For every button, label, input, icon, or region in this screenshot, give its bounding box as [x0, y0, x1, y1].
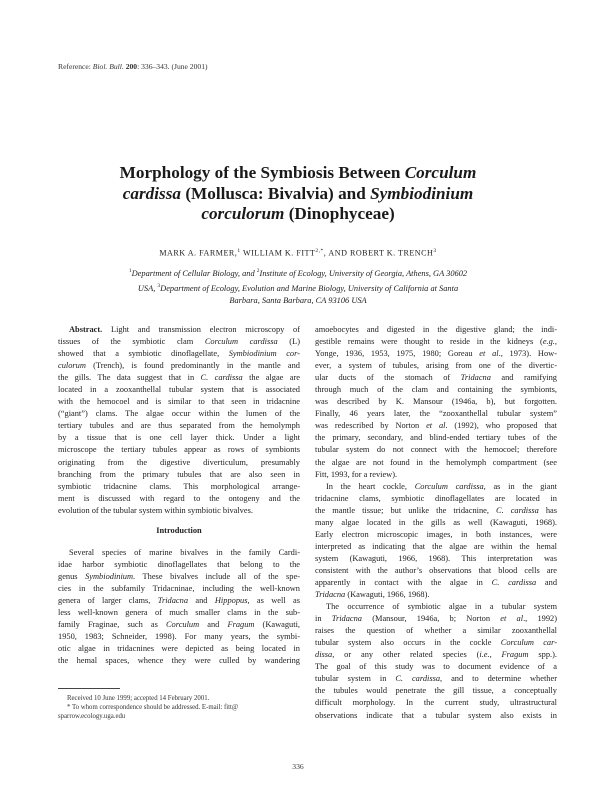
text-run: the algae are — [242, 373, 300, 383]
text-run: , as in the giant — [483, 481, 557, 491]
section-heading — [58, 525, 300, 537]
text-run: ular ducts of the stomach of — [315, 373, 461, 383]
text-line — [58, 336, 300, 348]
text-run: ment is discussed with regard to the ontogeny and the — [58, 493, 300, 503]
affiliation-line — [60, 295, 536, 307]
text-run: Corculum cardissa — [414, 481, 484, 491]
text-run: USA, — [137, 283, 158, 293]
text-run: and — [188, 595, 215, 605]
text-run: Department of Ecology, Evolution and Marine Biology, University of California at Santa — [160, 283, 459, 293]
text-run: 3 — [157, 283, 161, 290]
text-run: the algae are not found in the hemolymph compartment (see — [315, 457, 557, 467]
text-line — [315, 637, 557, 649]
text-run: , or any other related species ( — [332, 650, 480, 660]
text-line — [58, 583, 300, 595]
text-line — [58, 655, 300, 667]
author-list — [40, 248, 556, 258]
text-run: has — [538, 505, 557, 515]
text-run: (Trench), is found predominantly in the mantle and — [85, 361, 300, 371]
text-run: corculorum — [201, 204, 285, 223]
text-run: ever, a system of tubules, arising from one of the divertic- — [315, 361, 557, 371]
text-run: apparently in contact with the algae in — [315, 577, 492, 587]
text-run: with the hemocoel and is similar to that seen in tridacnine — [58, 397, 300, 407]
text-run: culorum — [58, 361, 86, 371]
text-run: , and to determine whether — [440, 674, 557, 684]
text-line — [58, 559, 300, 571]
text-run: observations indicate that a tubular system also exists in — [315, 710, 557, 720]
text-run: tissues of the symbiotic clam — [58, 337, 205, 347]
text-line — [315, 408, 557, 420]
text-run: many algae located in the gills as well (Kawaguti, 1968). — [315, 517, 557, 527]
text-line — [58, 493, 300, 505]
text-run: (Mansour, 1946a, b; Norton — [362, 614, 501, 624]
text-run: symbiotic tridacnine clams. This morphological arrange- — [58, 481, 300, 491]
text-run: Department of Cellular Biology, and — [131, 268, 257, 278]
text-run: amoebocytes and digested in the digestive gland; the indi- — [315, 325, 557, 334]
text-run: Institute of Ecology, University of Georgia, Athens, GA 30602 — [259, 268, 468, 278]
text-line — [315, 529, 557, 541]
text-run: was redescribed by Norton — [315, 421, 427, 431]
journal-volume: 200 — [125, 62, 138, 71]
text-line — [315, 565, 557, 577]
text-run: consistent with the author’s observations that blood cells are — [315, 565, 557, 575]
text-run: The occurrence of symbiotic algae in a tubular system — [326, 602, 557, 612]
text-run: system (Kawaguti, 1966, 1968). This interpretation was — [315, 553, 557, 563]
text-line — [58, 505, 300, 517]
article-title — [60, 163, 536, 225]
text-line — [58, 619, 300, 631]
text-line — [315, 324, 557, 336]
text-line — [315, 613, 557, 625]
text-run: tridacnine clams, symbiotic dinoflagellates are located in — [315, 493, 557, 503]
text-run: (Mollusca: Bivalvia) and — [181, 183, 371, 203]
text-run: Hippopus — [214, 595, 248, 605]
footnotes — [58, 694, 300, 722]
text-line — [58, 607, 300, 619]
text-run: Early electron microscopic images, in both instances, were — [315, 529, 557, 539]
title-line — [60, 184, 536, 205]
reference-line: Reference: Biol. Bull. 200: 336–343. (June 2001) — [58, 62, 208, 71]
text-run: originating from the digestive diverticulum, presumably — [58, 457, 300, 467]
text-run: cardissa — [122, 183, 182, 203]
text-run: showed that a symbiotic dinoflagellate, — [58, 349, 229, 359]
text-run: et al — [500, 614, 524, 624]
text-line — [315, 372, 557, 384]
text-line — [315, 710, 557, 722]
text-run: by a tissue that is one cell layer thick. Under a light — [58, 433, 300, 443]
text-run: Corculum — [165, 620, 200, 630]
text-line — [315, 673, 557, 685]
text-run: in — [315, 614, 332, 624]
text-run: was described by K. Mansour (1946a, b), but forgotten. — [315, 397, 557, 407]
text-run: through much of the clam and containing the symbionts, — [315, 385, 557, 395]
text-run: i.e. — [479, 650, 490, 660]
text-line — [315, 493, 557, 505]
text-line — [315, 444, 557, 456]
text-run: , — [554, 337, 557, 347]
text-run: genera of larger clams, — [58, 595, 158, 605]
text-run: WILLIAM K. FITT — [240, 248, 316, 258]
text-run: evolution of the tubular system within symbiotic bivalves. — [58, 505, 253, 515]
text-line — [315, 396, 557, 408]
text-line — [315, 384, 557, 396]
text-run: the tubules would penetrate the gill tissue, a conceptually — [315, 686, 557, 696]
text-line — [315, 457, 557, 469]
text-line — [58, 324, 300, 336]
text-run: . These bivalves include all of the spe- — [133, 571, 300, 581]
text-run: and — [199, 620, 228, 630]
text-run: The goal of this study was to document evidence of a — [315, 662, 557, 672]
text-line — [315, 601, 557, 613]
text-line — [58, 444, 300, 456]
text-run: 1 — [237, 248, 241, 254]
text-line — [315, 336, 557, 348]
text-line — [58, 432, 300, 444]
text-line — [315, 649, 557, 661]
text-line — [58, 643, 300, 655]
text-run: dissa — [315, 650, 333, 660]
text-run: Barbara, Santa Barbara, CA 93106 USA — [229, 296, 367, 306]
text-run: Tridacna — [157, 595, 189, 605]
text-line — [58, 372, 300, 384]
text-line — [58, 571, 300, 583]
text-run: Fragum — [501, 650, 529, 660]
right-column — [315, 324, 557, 722]
text-run: (Kawaguti, — [254, 620, 300, 630]
text-run: less well-known genera of much smaller clams in the sub- — [58, 608, 300, 618]
text-run: C. cardissa — [395, 674, 441, 684]
text-run: e.g. — [542, 337, 555, 347]
text-run: 1950, 1983; Schneider, 1998). For many years, the symbi- — [58, 632, 300, 642]
text-line — [58, 348, 300, 360]
affiliation-line — [60, 280, 536, 295]
footnote-divider — [58, 688, 120, 689]
text-line — [58, 396, 300, 408]
text-run: 2 — [256, 268, 260, 274]
text-run: et al — [479, 349, 499, 359]
text-line — [315, 685, 557, 697]
text-run: the primary, secondary, and blind-ended tertiary tubes of the — [315, 433, 557, 443]
text-run: ., 1992) — [523, 614, 557, 624]
text-line — [315, 661, 557, 673]
text-run: tubular system also occurs in the cockle — [315, 638, 501, 648]
text-run: Morphology of the Symbiosis Between — [119, 163, 405, 182]
text-run: and — [536, 577, 557, 587]
text-run: Tridacna — [331, 614, 362, 624]
text-run: Symbiodinium — [370, 183, 474, 203]
text-run: Yonge, 1936, 1953, 1975, 1980; Goreau — [315, 349, 480, 359]
text-line — [315, 625, 557, 637]
text-line — [58, 408, 300, 420]
text-run: and ramifying — [490, 373, 557, 383]
text-run: difficult morphology. In the current study, ultrastructural — [315, 698, 557, 708]
text-run: (Dinophyceae) — [284, 204, 395, 223]
text-run: Symbiodinium — [85, 571, 134, 581]
text-line — [58, 457, 300, 469]
text-line — [315, 469, 557, 481]
text-run: the mantle tissue; but unlike the tridacnine, — [315, 505, 497, 515]
text-run: . (1992), who proposed that — [445, 421, 557, 431]
text-run: ., 1973). How- — [498, 349, 557, 359]
text-run: the gills. The data suggest that in — [58, 373, 201, 383]
text-run: Fragum — [227, 620, 255, 630]
text-run: Tridacna — [315, 590, 346, 600]
text-run: tubular system do not connect with the hemocoel; therefore — [315, 445, 557, 455]
text-run: idae harbor symbiotic dinoflagellates that belong to the — [58, 559, 300, 569]
text-run: (Kawaguti, 1966, 1968). — [345, 590, 430, 600]
text-run: et al — [426, 421, 446, 431]
text-run: cies in the subfamily Tridacninae, including the well-known — [58, 583, 300, 593]
text-run: Corculum — [404, 163, 477, 182]
text-line — [315, 541, 557, 553]
text-run: Light and transmission electron microscopy of — [102, 325, 300, 334]
footnote-line: sparrow.ecology.uga.edu — [58, 713, 126, 721]
text-run: gestible remains were thought to reside in the kidneys ( — [315, 337, 543, 347]
text-line — [58, 469, 300, 481]
text-run: Abstract. — [69, 325, 103, 334]
text-line — [58, 481, 300, 493]
text-run: 2,* — [315, 248, 324, 254]
page-number: 336 — [292, 762, 304, 771]
text-line — [58, 384, 300, 396]
text-run: Fitt, 1993, for a review). — [315, 469, 398, 479]
text-run: , AND ROBERT K. TRENCH — [323, 248, 434, 258]
text-run: genus — [58, 571, 86, 581]
title-line — [60, 163, 536, 184]
text-line — [315, 360, 557, 372]
text-run: the hemal spaces, whence they were culled by wandering — [58, 656, 300, 666]
text-line — [315, 481, 557, 493]
text-run: microscope the tertiary tubules appear as rows of symbionts — [58, 445, 300, 455]
text-run: 3 — [433, 248, 437, 254]
text-run: interpreted as indicating that the algae are within the hemal — [315, 541, 557, 551]
text-run: MARK A. FARMER, — [159, 248, 238, 258]
text-run: raises the question of whether a similar zooxanthellal — [315, 626, 557, 636]
text-run: family Fraginae, such as — [58, 620, 166, 630]
text-line — [315, 432, 557, 444]
journal-name: Biol. Bull. — [92, 62, 124, 71]
text-run: C. cardissa — [200, 373, 243, 383]
text-line — [315, 517, 557, 529]
text-run: located in a zooxanthellal tubular system that is associated — [58, 385, 300, 395]
text-line — [58, 420, 300, 432]
text-run: spp.). — [528, 650, 557, 660]
text-line — [315, 553, 557, 565]
text-run: tertiary tubules and are thus separated from the hemolymph — [58, 421, 300, 431]
text-run: Corculum car- — [500, 638, 557, 648]
text-line — [315, 505, 557, 517]
text-run: Finally, 46 years later, the “zooxanthellal tubular system” — [315, 409, 557, 419]
text-run: C. cardissa — [496, 505, 539, 515]
text-run: tubular system in — [315, 674, 396, 684]
text-run: Introduction — [156, 525, 202, 535]
text-run: otic algae in tridacnines were depicted as being located in — [58, 644, 300, 654]
text-run: (“giant”) clams. The algae occur within the lumen of the — [58, 409, 300, 419]
text-run: branching from the primary tubules that are also seen in — [58, 469, 300, 479]
text-run: 1 — [128, 268, 132, 274]
text-run: , as well as — [247, 595, 300, 605]
text-run: Several species of marine bivalves in the family Cardi- — [69, 547, 300, 557]
text-line — [315, 577, 557, 589]
affiliation-line — [60, 265, 536, 280]
footnote-line: Received 10 June 1999; accepted 14 February 2001. — [67, 695, 210, 702]
affiliations — [60, 265, 536, 307]
text-line — [58, 547, 300, 559]
footnote-line: * To whom correspondence should be addressed. E-mail: fitt@ — [67, 704, 239, 712]
text-line — [315, 697, 557, 709]
text-line — [315, 348, 557, 360]
text-run: C. cardissa — [491, 577, 537, 587]
text-run: In the heart cockle, — [326, 481, 415, 491]
text-run: (L) — [277, 337, 300, 347]
text-line — [315, 420, 557, 432]
left-column — [58, 324, 300, 667]
text-line — [58, 595, 300, 607]
text-run: Corculum cardissa — [204, 337, 278, 347]
title-line — [60, 204, 536, 225]
text-run: , — [489, 650, 502, 660]
text-run: Symbiodinium cor- — [228, 349, 300, 359]
text-line — [315, 589, 557, 601]
text-line — [58, 360, 300, 372]
text-line — [58, 631, 300, 643]
text-run: Tridacna — [460, 373, 491, 383]
